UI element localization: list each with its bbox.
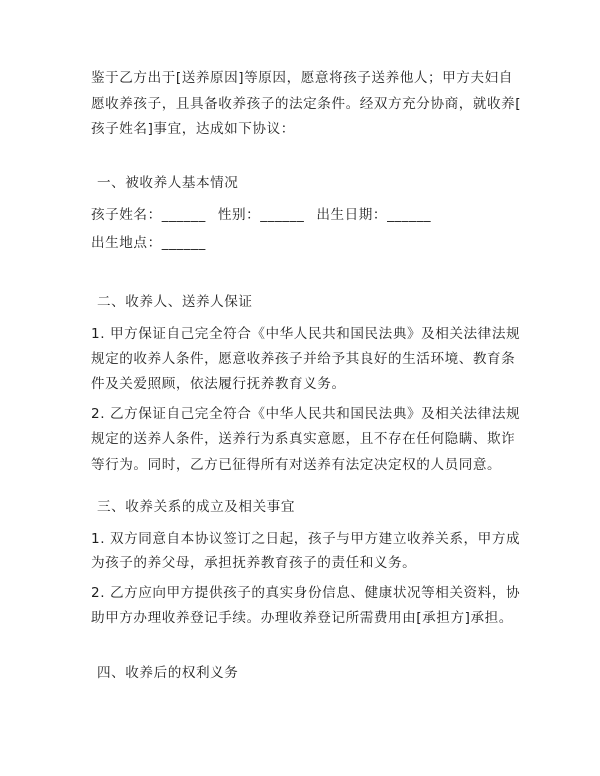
gender-label: 性别： [217, 207, 261, 223]
section-2-p2-line-3: 等行为。同时，乙方已征得所有对送养有法定决定权的人员同意。 [91, 457, 502, 473]
child-name-label: 孩子姓名： [91, 207, 162, 223]
birthdate-label: 出生日期： [316, 207, 388, 223]
section-4-heading: 四、收养后的权利义务 [97, 665, 239, 681]
child-info-row [91, 205, 431, 225]
section-3-p2-line-2: 助甲方办理收养登记手续。办理收养登记所需费用由[承担方]承担。 [91, 610, 513, 626]
section-1-heading: 一、被收养人基本情况 [97, 175, 239, 191]
intro-line-2: 愿收养孩子，且具备收养孩子的法定条件。经双方充分协商，就收养[ [91, 96, 522, 112]
section-3-heading: 三、收养关系的成立及相关事宜 [97, 499, 296, 515]
birthdate-blank: ______ [387, 207, 432, 223]
section-3-p2-line-1: 2. 乙方应向甲方提供孩子的真实身份信息、健康状况等相关资料，协 [91, 585, 521, 601]
section-3-p1-line-1: 1. 双方同意自本协议签订之日起，孩子与甲方建立收养关系，甲方成 [91, 531, 521, 547]
gender-blank: ______ [260, 207, 305, 223]
section-2-p1-line-1: 1. 甲方保证自己完全符合《中华人民共和国民法典》及相关法律法规 [91, 326, 521, 342]
birthplace-row [91, 233, 206, 253]
section-2-p2-line-2: 规定的送养人条件，送养行为系真实意愿，且不存在任何隐瞒、欺诈 [91, 431, 516, 447]
section-2-p1-line-3: 件及关爱照顾，依法履行抚养教育义务。 [91, 376, 346, 392]
birthplace-blank: ______ [161, 235, 206, 251]
section-3-p1-line-2: 为孩子的养父母，承担抚养教育孩子的责任和义务。 [91, 555, 417, 571]
intro-line-1: 鉴于乙方出于[送养原因]等原因，愿意将孩子送养他人；甲方夫妇自 [91, 70, 513, 86]
intro-line-3: 孩子姓名]事宜，达成如下协议： [91, 121, 295, 137]
birthplace-label: 出生地点： [91, 235, 162, 251]
section-2-p1-line-2: 规定的收养人条件，愿意收养孩子并给予其良好的生活环境、教育条 [91, 351, 516, 367]
section-2-heading: 二、收养人、送养人保证 [97, 294, 253, 310]
child-name-blank: ______ [161, 207, 206, 223]
section-2-p2-line-1: 2. 乙方保证自己完全符合《中华人民共和国民法典》及相关法律法规 [91, 406, 521, 422]
